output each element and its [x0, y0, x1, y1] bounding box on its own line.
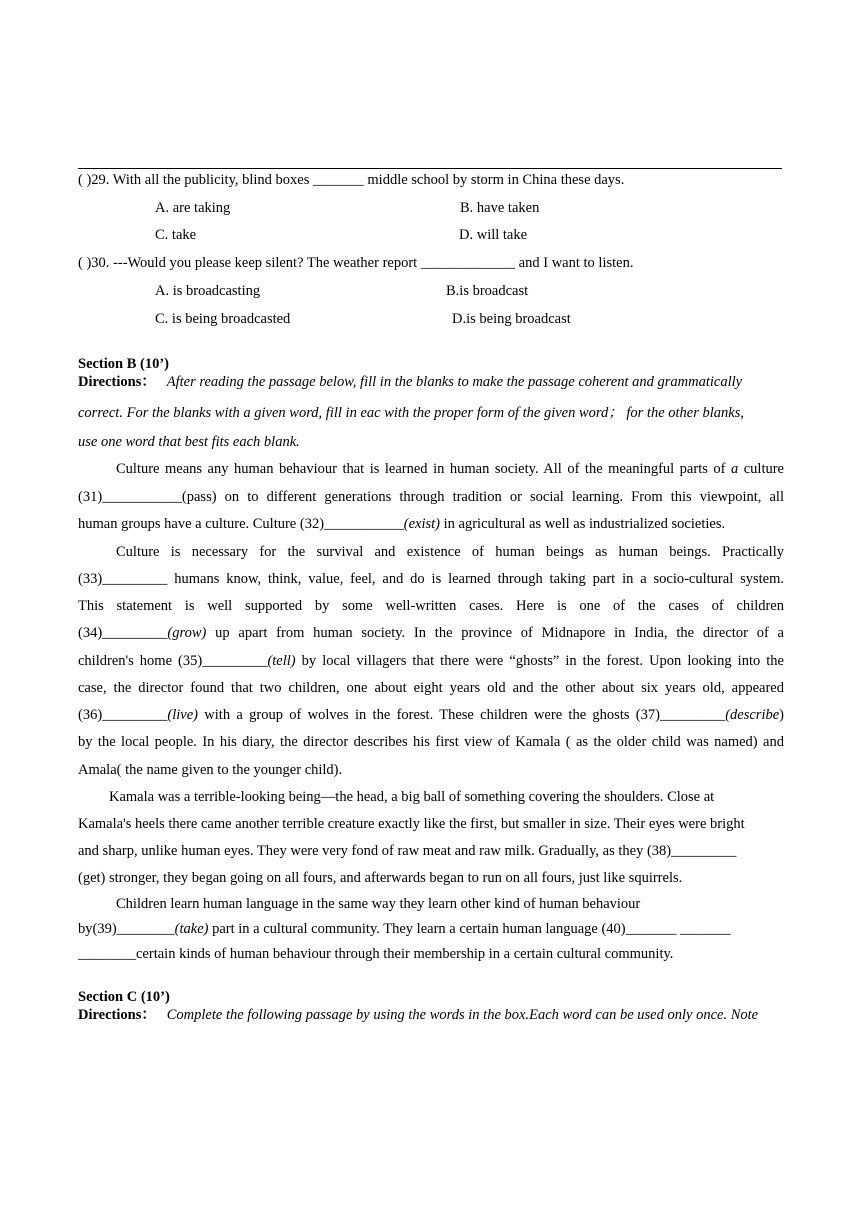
- passage-line: and sharp, unlike human eyes. They were very fond of raw meat and raw milk. Gradually, as they (38)_________: [78, 843, 737, 859]
- question-29-option-a: A. are taking: [155, 200, 231, 216]
- question-29-option-d: D. will take: [459, 227, 528, 243]
- passage-line: Children learn human language in the same way they learn other kind of human behaviour: [116, 896, 641, 912]
- section-b-directions-line-1: [78, 373, 742, 391]
- passage-line: Culture means any human behaviour that is learned in human society. All of the meaningful parts of a culture: [116, 461, 784, 477]
- passage-line: (get) stronger, they began going on all fours, and afterwards began to run on all fours, just like squirrels.: [78, 870, 683, 886]
- directions-text: After reading the passage below, fill in the blanks to make the passage coherent and grammatically: [166, 374, 743, 390]
- passage-line: by(39)________(take) part in a cultural community. They learn a certain human language (40)_______ _______: [78, 921, 731, 937]
- section-b-directions-line-2: correct. For the blanks with a given word, fill in eac with the proper form of the given word； for the other blanks,: [78, 405, 744, 421]
- directions-label: Directions：: [78, 374, 156, 390]
- section-c-title: Section C (10’): [78, 989, 170, 1005]
- passage-line: Amala( the name given to the younger child).: [78, 762, 343, 778]
- directions-text: Complete the following passage by using the words in the box.Each word can be used only once. Note: [166, 1007, 759, 1023]
- passage-line: (36)_________(live) with a group of wolves in the forest. These children were the ghosts (37)_________(describe): [78, 707, 784, 723]
- question-29-stem: ( )29. With all the publicity, blind boxes _______ middle school by storm in China these days.: [78, 172, 625, 188]
- passage-line: (34)_________(grow) up apart from human society. In the province of Midnapore in India, the director of a: [78, 625, 784, 641]
- passage-line: (31)___________(pass) on to different generations through tradition or social learning. From this viewpoint, all: [78, 489, 784, 505]
- question-30-stem: ( )30. ---Would you please keep silent? The weather report _____________ and I want to listen.: [78, 255, 634, 271]
- section-b-title: Section B (10’): [78, 356, 170, 372]
- question-30-option-c: C. is being broadcasted: [155, 311, 291, 327]
- passage-line: ________certain kinds of human behaviour through their membership in a certain cultural community.: [78, 946, 674, 962]
- section-c-directions: [78, 1006, 758, 1024]
- passage-line: Kamala's heels there came another terrible creature exactly like the first, but smaller in size. Their eyes were bright: [78, 816, 745, 832]
- passage-line: human groups have a culture. Culture (32)___________(exist) in agricultural as well as industrialized societies.: [78, 516, 726, 532]
- passage-line: (33)_________ humans know, think, value, feel, and do is learned through taking part in a socio-cultural system.: [78, 571, 784, 587]
- section-b-directions-line-3: use one word that best fits each blank.: [78, 434, 300, 450]
- question-30-option-b: B.is broadcast: [446, 283, 529, 299]
- question-29-option-b: B. have taken: [460, 200, 540, 216]
- question-29-option-c: C. take: [155, 227, 197, 243]
- header-rule: [78, 168, 782, 169]
- question-30-option-a: A. is broadcasting: [155, 283, 261, 299]
- passage-line: by the local people. In his diary, the director describes his first view of Kamala ( as the older child was named) and: [78, 734, 784, 750]
- question-30-option-d: D.is being broadcast: [452, 311, 571, 327]
- directions-label: Directions：: [78, 1007, 156, 1023]
- passage-line: Kamala was a terrible-looking being—the head, a big ball of something covering the shoulders. Close at: [109, 789, 715, 805]
- passage-line: Culture is necessary for the survival and existence of human beings as human beings. Practically: [116, 544, 784, 560]
- passage-line: children's home (35)_________(tell) by local villagers that there were “ghosts” in the forest. Upon looking into the: [78, 653, 784, 669]
- passage-line: This statement is well supported by some well-written cases. Here is one of the cases of children: [78, 598, 784, 614]
- passage-line: case, the director found that two children, one about eight years old and the other about six years old, appeared: [78, 680, 784, 696]
